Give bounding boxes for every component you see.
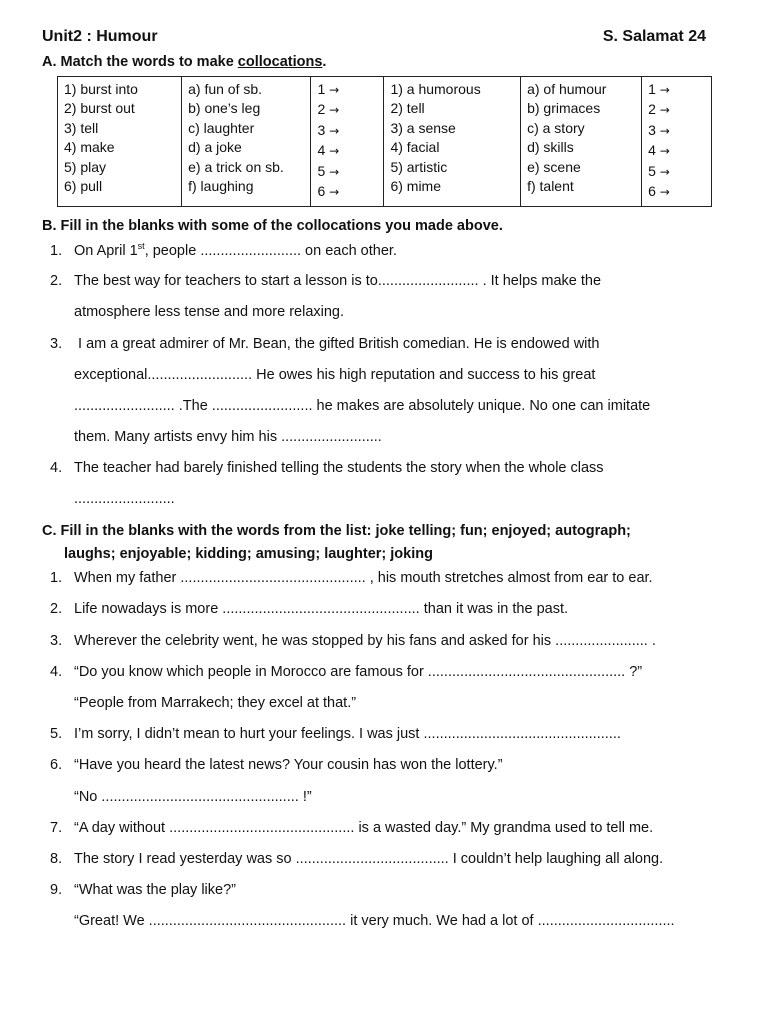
question-b3-line3: ......................... .The ......................... he makes are absolutely unique. No one can imitate <box>74 398 651 414</box>
question-c3: 3. Wherever the celebrity went, he was stopped by his fans and asked for his ....................... . <box>50 633 656 649</box>
answer-slot-3: 3 → <box>648 121 670 138</box>
noun-item-5: e) scene <box>527 158 581 175</box>
word-item-3: 3) a sense <box>390 119 456 136</box>
object-item-2: b) one’s leg <box>188 100 261 117</box>
noun-item-2: b) grimaces <box>527 100 601 117</box>
question-b3-line2: exceptional.......................... He owes his high reputation and success to his great <box>74 367 596 383</box>
question-c2: 2. Life nowadays is more ................................................. than it was in the past. <box>50 601 568 617</box>
column-verbs-left <box>58 77 182 207</box>
answer-slot-1: 1 → <box>648 81 670 97</box>
object-item-6: f) laughing <box>188 178 254 195</box>
question-b3: 3. I am a great admirer of Mr. Bean, the gifted British comedian. He is endowed with <box>50 336 600 352</box>
noun-item-1: a) of humour <box>527 81 607 97</box>
arrow-icon: → <box>659 144 670 159</box>
object-item-5: e) a trick on sb. <box>188 158 284 175</box>
question-c7: 7. “A day without .............................................. is a wasted day.” My grandma used to tell me. <box>50 820 654 836</box>
answer-slot-6: 6 → <box>648 183 670 200</box>
object-item-1: a) fun of sb. <box>188 81 263 97</box>
answer-slot-5: 5 → <box>317 162 340 179</box>
arrow-icon: → <box>659 185 670 200</box>
question-c9-line2: “Great! We ................................................. it very much. We had a lot of .................................. <box>74 913 675 929</box>
collocation-matching-table <box>57 76 712 207</box>
word-item-2: 2) tell <box>390 100 425 117</box>
object-item-4: d) a joke <box>188 139 242 156</box>
worksheet-header <box>42 28 706 50</box>
noun-item-4: d) skills <box>527 139 574 156</box>
arrow-icon: → <box>329 164 340 179</box>
question-b4: 4. The teacher had barely finished telling the students the story when the whole class <box>50 460 604 476</box>
object-item-3: c) laughter <box>188 119 255 136</box>
arrow-icon: → <box>329 185 340 200</box>
unit-title: Unit2 : Humour <box>42 28 158 45</box>
answer-slot-1: 1 → <box>317 81 340 97</box>
question-b2-line2: atmosphere less tense and more relaxing. <box>74 304 345 320</box>
question-c6: 6. “Have you heard the latest news? Your cousin has won the lottery.” <box>50 757 503 773</box>
column-objects-left <box>182 77 311 207</box>
arrow-icon: → <box>659 123 670 138</box>
verb-item-4: 4) make <box>64 139 115 156</box>
answer-slot-2: 2 → <box>317 101 340 118</box>
verb-item-6: 6) pull <box>64 178 103 195</box>
answer-slot-3: 3 → <box>317 121 340 138</box>
column-words-right <box>384 77 521 207</box>
verb-item-3: 3) tell <box>64 119 99 136</box>
word-item-4: 4) facial <box>390 139 440 156</box>
answer-slot-5: 5 → <box>648 162 670 179</box>
arrow-icon: → <box>329 123 340 138</box>
column-answers-left <box>311 77 384 207</box>
question-c9: 9. “What was the play like?” <box>50 882 236 898</box>
verb-item-2: 2) burst out <box>64 100 135 117</box>
answer-slot-4: 4 → <box>648 142 670 159</box>
column-objects-right <box>521 77 642 207</box>
word-item-6: 6) mime <box>390 178 441 195</box>
noun-item-3: c) a story <box>527 119 585 136</box>
section-b-title: B. Fill in the blanks with some of the collocations you made above. <box>42 218 503 234</box>
word-item-1: 1) a humorous <box>390 81 481 97</box>
question-b1: 1. On April 1st, people ......................... on each other. <box>50 241 397 259</box>
answer-slot-6: 6 → <box>317 183 340 200</box>
answer-slot-2: 2 → <box>648 101 670 118</box>
table-row <box>58 77 712 207</box>
section-a-title: A. Match the words to make collocations. <box>42 54 327 70</box>
question-b4-line2: ......................... <box>74 491 175 507</box>
column-answers-right <box>642 77 712 207</box>
section-c-word-list: laughs; enjoyable; kidding; amusing; laughter; joking <box>64 546 433 562</box>
question-c6-line2: “No ................................................. !” <box>74 789 312 805</box>
arrow-icon: → <box>329 83 340 97</box>
arrow-icon: → <box>659 83 670 97</box>
question-c5: 5. I’m sorry, I didn’t mean to hurt your feelings. I was just ................................................. <box>50 726 621 742</box>
arrow-icon: → <box>329 144 340 159</box>
question-c4: 4. “Do you know which people in Morocco are famous for ................................................. ?” <box>50 664 643 680</box>
arrow-icon: → <box>659 164 670 179</box>
author-label: S. Salamat 24 <box>602 28 706 45</box>
noun-item-6: f) talent <box>527 178 574 195</box>
collocations-underlined: collocations <box>237 54 323 70</box>
answer-slot-4: 4 → <box>317 142 340 159</box>
question-c1: 1. When my father .............................................. , his mouth stretches almost from ear to ear. <box>50 570 653 586</box>
arrow-icon: → <box>329 103 340 118</box>
verb-item-1: 1) burst into <box>64 81 138 97</box>
question-c4-line2: “People from Marrakech; they excel at that.” <box>74 695 357 711</box>
word-item-5: 5) artistic <box>390 158 448 175</box>
section-c-title: C. Fill in the blanks with the words from the list: joke telling; fun; enjoyed; autograph; <box>42 523 631 539</box>
verb-item-5: 5) play <box>64 158 107 175</box>
question-b3-line4: them. Many artists envy him his ......................... <box>74 429 382 445</box>
question-c8: 8. The story I read yesterday was so ...................................... I couldn’t help laughing all along. <box>50 851 664 867</box>
question-b2: 2. The best way for teachers to start a lesson is to......................... . It helps make the <box>50 273 602 289</box>
arrow-icon: → <box>659 103 670 118</box>
